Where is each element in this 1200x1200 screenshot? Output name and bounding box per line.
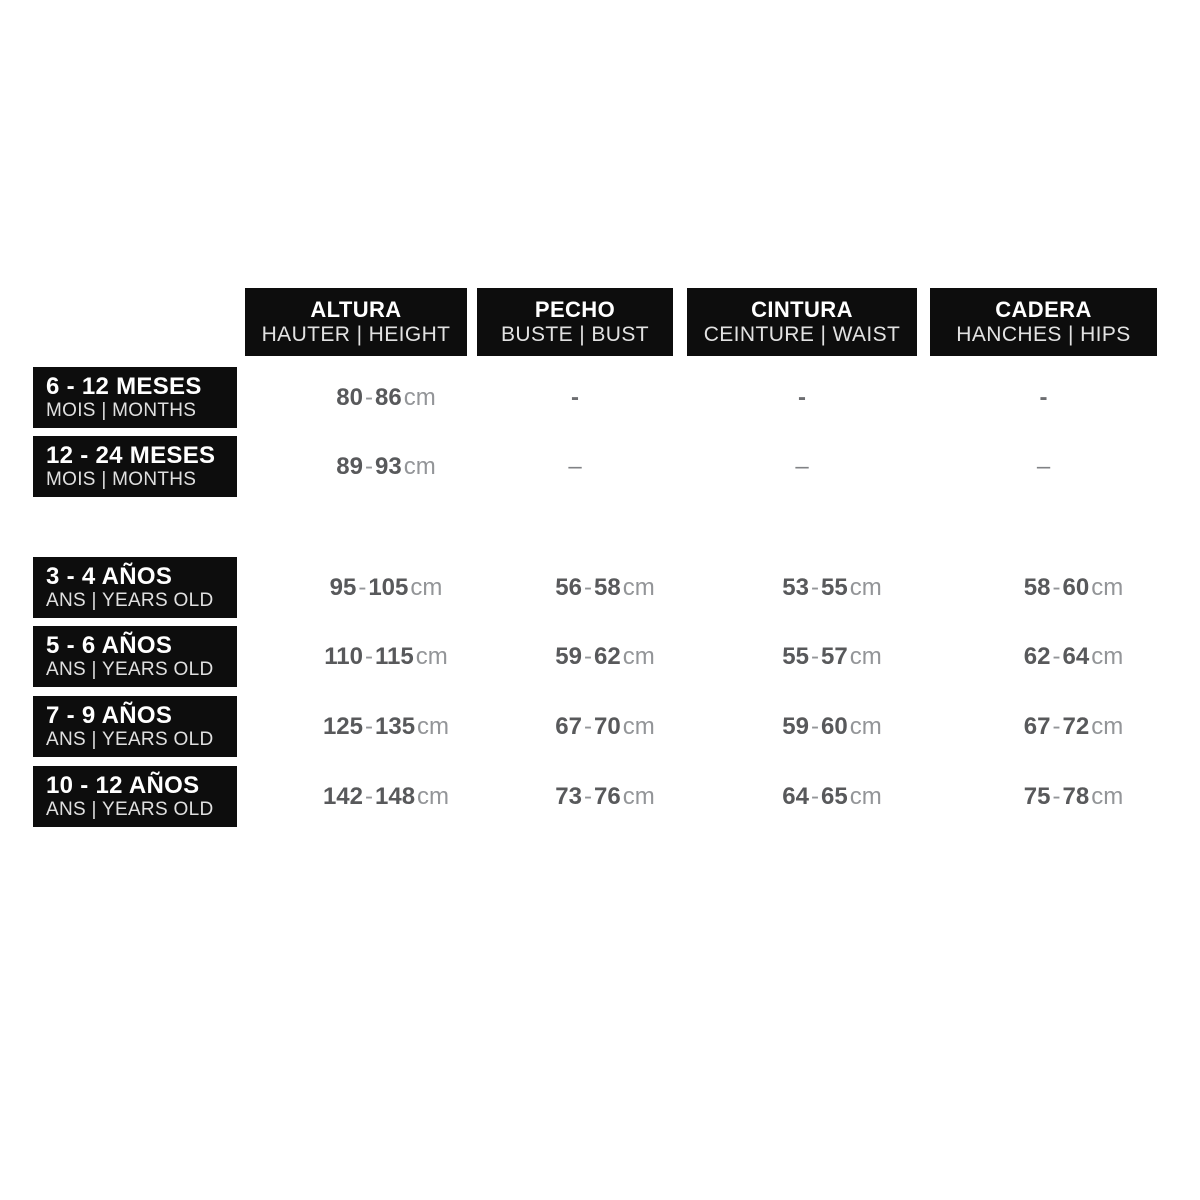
cell-5-6-anos-pecho <box>507 626 703 687</box>
value-max: 76 <box>594 782 621 810</box>
cell-12-24-meses-cintura <box>687 436 917 497</box>
column-subtitle: CEINTURE | WAIST <box>703 322 901 346</box>
value-min: 89 <box>336 452 363 480</box>
value-unit: cm <box>849 712 882 740</box>
value-min: 58 <box>1023 573 1051 601</box>
cell-5-6-anos-cintura <box>717 626 947 687</box>
value-min: 80 <box>336 383 363 411</box>
column-subtitle: BUSTE | BUST <box>501 322 649 346</box>
column-title: CINTURA <box>751 297 853 323</box>
value-unit: cm <box>849 573 882 601</box>
value-separator: - <box>811 573 819 601</box>
value-min: 64 <box>782 782 809 810</box>
value-separator: - <box>365 642 373 670</box>
row-header-5-6-anos <box>33 626 237 687</box>
column-subtitle: HANCHES | HIPS <box>956 322 1131 346</box>
row-sublabel: ANS | YEARS OLD <box>46 799 214 821</box>
value-empty-dash: - <box>571 383 579 411</box>
row-header-3-4-anos <box>33 557 237 618</box>
row-sublabel: MOIS | MONTHS <box>46 400 197 422</box>
value-unit: cm <box>1091 782 1124 810</box>
value-max: 64 <box>1062 642 1090 670</box>
value-unit: cm <box>622 573 655 601</box>
value-separator: - <box>1052 573 1061 601</box>
value-empty-dash: – <box>1036 452 1051 480</box>
value-min: 67 <box>555 712 582 740</box>
row-sublabel: ANS | YEARS OLD <box>46 659 214 681</box>
row-label: 7 - 9 AÑOS <box>46 701 173 729</box>
value-unit: cm <box>415 642 448 670</box>
value-separator: - <box>365 452 373 480</box>
value-unit: cm <box>849 642 882 670</box>
column-title: PECHO <box>534 297 616 323</box>
value-separator: - <box>1052 712 1061 740</box>
row-label: 3 - 4 AÑOS <box>46 562 173 590</box>
value-max: 65 <box>821 782 848 810</box>
value-min: 55 <box>782 642 809 670</box>
value-separator: - <box>358 573 367 601</box>
value-unit: cm <box>1091 642 1124 670</box>
row-label: 10 - 12 AÑOS <box>46 771 200 799</box>
value-separator: - <box>811 642 819 670</box>
value-min: 75 <box>1023 782 1051 810</box>
value-min: 95 <box>329 573 357 601</box>
value-min: 59 <box>782 712 809 740</box>
row-header-12-24-meses <box>33 436 237 497</box>
value-max: 70 <box>594 712 621 740</box>
row-label: 12 - 24 MESES <box>46 441 216 469</box>
value-min: 53 <box>782 573 809 601</box>
value-min: 67 <box>1023 712 1051 740</box>
value-min: 62 <box>1023 642 1051 670</box>
value-separator: - <box>584 712 592 740</box>
row-sublabel: ANS | YEARS OLD <box>46 729 214 751</box>
cell-5-6-anos-cadera <box>960 626 1187 687</box>
column-header-cintura-waist <box>687 288 917 356</box>
value-max: 60 <box>821 712 848 740</box>
value-separator: - <box>584 782 592 810</box>
cell-3-4-anos-pecho <box>507 557 703 618</box>
value-empty-dash: - <box>798 383 806 411</box>
cell-3-4-anos-altura <box>275 557 497 618</box>
value-max: 115 <box>375 642 414 670</box>
cell-6-12-meses-cadera <box>930 367 1157 428</box>
row-header-7-9-anos <box>33 696 237 757</box>
value-unit: cm <box>622 782 655 810</box>
cell-6-12-meses-pecho <box>477 367 673 428</box>
value-empty-dash: – <box>568 452 582 480</box>
value-max: 55 <box>821 573 848 601</box>
cell-7-9-anos-altura <box>275 696 497 757</box>
value-unit: cm <box>410 573 443 601</box>
column-title: CADERA <box>995 297 1092 323</box>
row-header-6-12-meses <box>33 367 237 428</box>
column-subtitle: HAUTER | HEIGHT <box>261 322 451 346</box>
cell-10-12-anos-altura <box>275 766 497 827</box>
column-header-pecho-bust <box>477 288 673 356</box>
cell-12-24-meses-cadera <box>930 436 1157 497</box>
value-empty-dash: - <box>1039 383 1048 411</box>
column-title: ALTURA <box>310 297 402 323</box>
value-max: 78 <box>1062 782 1090 810</box>
value-separator: - <box>1052 642 1061 670</box>
value-min: 56 <box>555 573 582 601</box>
row-label: 6 - 12 MESES <box>46 372 202 400</box>
value-max: 72 <box>1062 712 1090 740</box>
value-unit: cm <box>849 782 882 810</box>
value-min: 142 <box>322 782 363 810</box>
value-separator: - <box>811 712 819 740</box>
value-separator: - <box>584 573 592 601</box>
value-separator: - <box>1052 782 1061 810</box>
cell-7-9-anos-cadera <box>960 696 1187 757</box>
row-sublabel: ANS | YEARS OLD <box>46 590 214 612</box>
cell-10-12-anos-pecho <box>507 766 703 827</box>
value-unit: cm <box>417 782 450 810</box>
value-max: 148 <box>375 782 416 810</box>
value-min: 110 <box>324 642 363 670</box>
value-unit: cm <box>403 452 436 480</box>
value-max: 105 <box>368 573 409 601</box>
value-max: 60 <box>1062 573 1090 601</box>
value-unit: cm <box>417 712 450 740</box>
value-unit: cm <box>622 712 655 740</box>
value-max: 58 <box>594 573 621 601</box>
row-sublabel: MOIS | MONTHS <box>46 469 197 491</box>
value-max: 57 <box>821 642 848 670</box>
value-unit: cm <box>1091 573 1124 601</box>
column-header-cadera-hips <box>930 288 1157 356</box>
cell-12-24-meses-altura <box>275 436 497 497</box>
cell-3-4-anos-cintura <box>717 557 947 618</box>
value-separator: - <box>365 383 373 411</box>
value-separator: - <box>811 782 819 810</box>
value-unit: cm <box>1091 712 1124 740</box>
value-max: 62 <box>594 642 621 670</box>
value-unit: cm <box>403 383 436 411</box>
cell-7-9-anos-cintura <box>717 696 947 757</box>
value-min: 73 <box>555 782 582 810</box>
cell-12-24-meses-pecho <box>477 436 673 497</box>
value-max: 93 <box>375 452 402 480</box>
cell-6-12-meses-cintura <box>687 367 917 428</box>
value-max: 86 <box>375 383 402 411</box>
value-separator: - <box>365 712 373 740</box>
row-header-10-12-anos <box>33 766 237 827</box>
cell-10-12-anos-cintura <box>717 766 947 827</box>
value-unit: cm <box>622 642 655 670</box>
cell-6-12-meses-altura <box>275 367 497 428</box>
value-separator: - <box>365 782 373 810</box>
value-max: 135 <box>375 712 416 740</box>
value-min: 59 <box>555 642 582 670</box>
cell-5-6-anos-altura <box>275 626 497 687</box>
cell-10-12-anos-cadera <box>960 766 1187 827</box>
cell-7-9-anos-pecho <box>507 696 703 757</box>
value-min: 125 <box>322 712 363 740</box>
column-header-altura-height <box>245 288 467 356</box>
cell-3-4-anos-cadera <box>960 557 1187 618</box>
value-separator: - <box>584 642 592 670</box>
row-label: 5 - 6 AÑOS <box>46 631 173 659</box>
value-empty-dash: – <box>795 452 809 480</box>
